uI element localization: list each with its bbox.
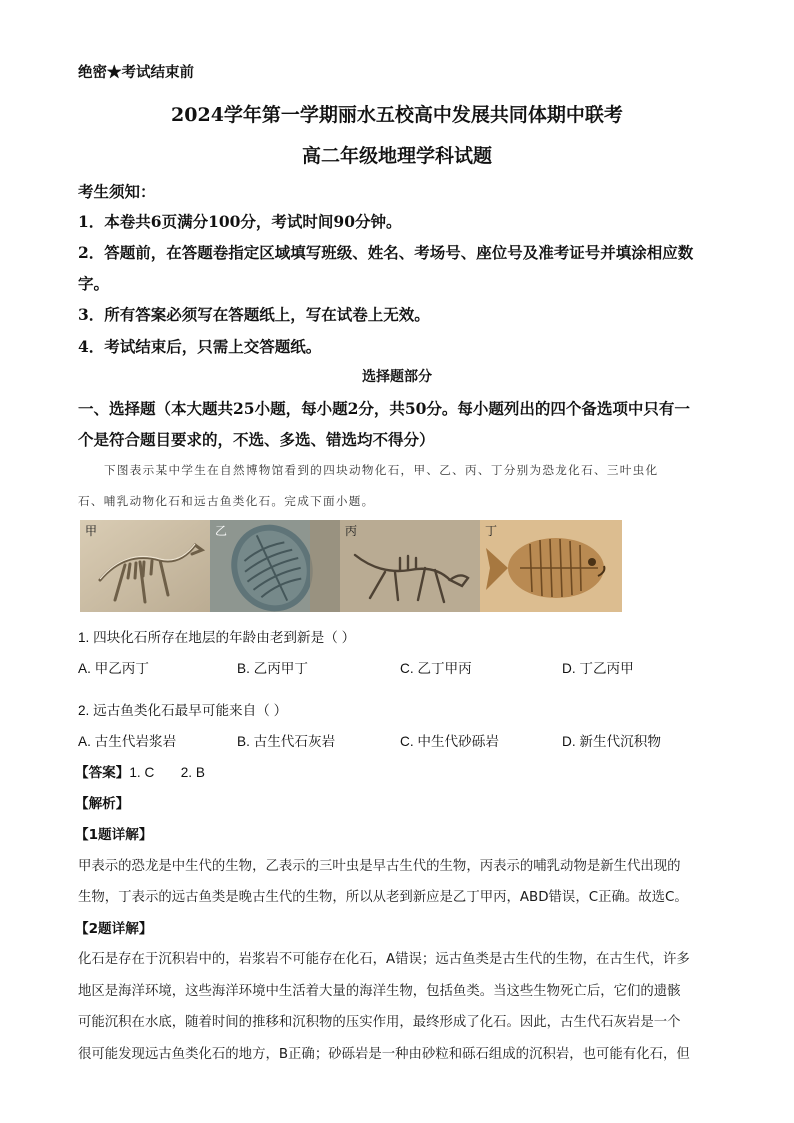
question-2-option-a: A. 古生代岩浆岩 bbox=[78, 734, 177, 749]
section-label: 选择题部分 bbox=[362, 369, 432, 385]
fossil-image-jia bbox=[80, 520, 210, 612]
q1-analysis-text-cont: 生物，丁表示的远古鱼类是晚古生代的生物，所以从老到新应是乙丁甲丙，ABD错误，C正确。故选C。 bbox=[78, 890, 688, 905]
question-2-option-c: C. 中生代砂砾岩 bbox=[400, 734, 499, 749]
q2-analysis-heading: 【2题详解】 bbox=[75, 921, 153, 937]
q1-analysis-heading: 【1题详解】 bbox=[75, 827, 153, 843]
q2-analysis-text-3: 可能沉积在水底，随着时间的推移和沉积物的压实作用，最终形成了化石。因此，古生代石灰岩是一个 bbox=[78, 1015, 681, 1030]
notice-item-2-cont: 字。 bbox=[78, 274, 110, 293]
question-2-option-d: D. 新生代沉积物 bbox=[562, 734, 661, 749]
question-2-stem: 2. 远古鱼类化石最早可能来自（ ） bbox=[78, 703, 288, 718]
notice-item-4: 4．考试结束后，只需上交答题纸。 bbox=[78, 337, 322, 356]
fossil-label-bing: 丙 bbox=[345, 524, 358, 538]
intro-text-cont: 石、哺乳动物化石和远古鱼类化石。完成下面小题。 bbox=[78, 494, 375, 508]
notice-item-3: 3．所有答案必须写在答题纸上，写在试卷上无效。 bbox=[78, 305, 430, 324]
answer-label: 【答案】 bbox=[75, 765, 130, 781]
fish-fossil-icon bbox=[480, 520, 622, 612]
notice-heading: 考生须知： bbox=[78, 182, 156, 201]
question-2-option-b: B. 古生代石灰岩 bbox=[237, 734, 336, 749]
exam-subtitle: 高二年级地理学科试题 bbox=[301, 145, 492, 167]
question-1-option-c: C. 乙丁甲丙 bbox=[400, 661, 472, 676]
answer-line bbox=[75, 761, 205, 781]
fossil-label-ding: 丁 bbox=[485, 524, 498, 538]
question-1-option-d: D. 丁乙丙甲 bbox=[562, 661, 634, 676]
fossil-label-jia: 甲 bbox=[85, 524, 98, 538]
q1-analysis-text: 甲表示的恐龙是中生代的生物，乙表示的三叶虫是早古生代的生物，丙表示的哺乳动物是新生代出现的 bbox=[78, 859, 681, 874]
fossil-label-yi: 乙 bbox=[215, 524, 228, 538]
analysis-label: 【解析】 bbox=[75, 796, 130, 812]
section-heading-cont: 个是符合题目要求的，不选、多选、错选均不得分） bbox=[78, 430, 435, 449]
fossil-image-ding bbox=[480, 520, 622, 612]
exam-title: 2024学年第一学期丽水五校高中发展共同体期中联考 bbox=[171, 104, 623, 126]
q2-analysis-text-2: 地区是海洋环境，这些海洋环境中生活着大量的海洋生物，包括鱼类。当这些生物死亡后，它们的遗骸 bbox=[78, 984, 681, 999]
question-1-option-a: A. 甲乙丙丁 bbox=[78, 661, 149, 676]
fossil-image-bing bbox=[340, 520, 480, 612]
q2-analysis-text-4: 很可能发现远古鱼类化石的地方，B正确；砂砾岩是一种由砂粒和砾石组成的沉积岩，也可能有化石，但 bbox=[78, 1047, 690, 1062]
section-heading: 一、选择题（本大题共25小题，每小题2分，共50分。每小题列出的四个备选项中只有一 bbox=[78, 399, 690, 418]
trilobite-fossil-icon bbox=[210, 520, 340, 612]
fossil-figures bbox=[80, 520, 622, 612]
fossil-image-yi bbox=[210, 520, 340, 612]
question-1-option-b: B. 乙丙甲丁 bbox=[237, 661, 308, 676]
answer-text: 1. C 2. B bbox=[129, 765, 205, 780]
dinosaur-fossil-icon bbox=[80, 520, 210, 612]
notice-item-1: 1．本卷共6页满分100分，考试时间90分钟。 bbox=[78, 212, 402, 231]
secret-mark: 绝密★考试结束前 bbox=[78, 64, 194, 81]
notice-item-2: 2．答题前，在答题卷指定区域填写班级、姓名、考场号、座位号及准考证号并填涂相应数 bbox=[78, 243, 694, 262]
q2-analysis-text-1: 化石是存在于沉积岩中的，岩浆岩不可能存在化石，A错误；远古鱼类是古生代的生物，在古生代，许多 bbox=[78, 952, 690, 967]
question-1-stem: 1. 四块化石所存在地层的年龄由老到新是（ ） bbox=[78, 630, 356, 645]
intro-text: 下图表示某中学生在自然博物馆看到的四块动物化石，甲、乙、丙、丁分别为恐龙化石、三叶虫化 bbox=[104, 463, 659, 477]
mammal-fossil-icon bbox=[340, 520, 480, 612]
